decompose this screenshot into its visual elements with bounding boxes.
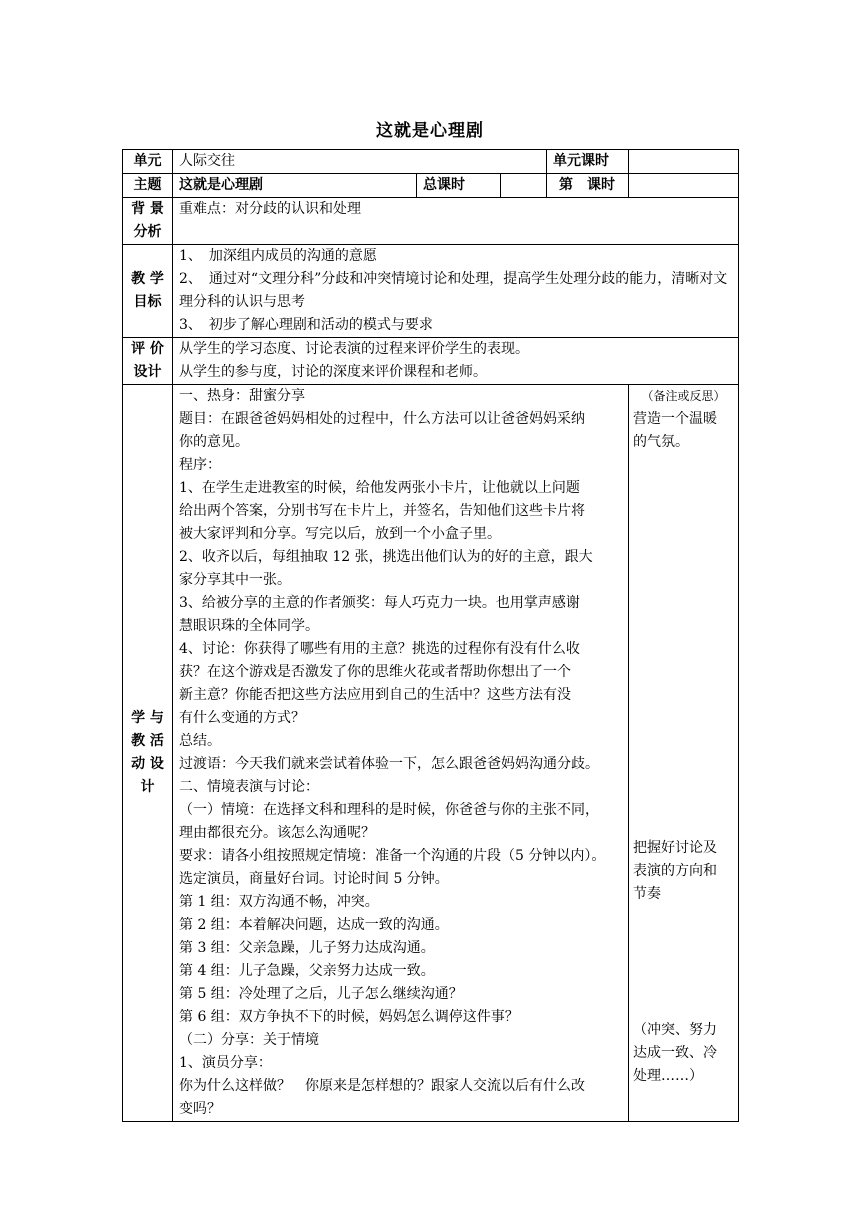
activity-label-line-1: 学 与 [131,710,164,726]
note-line: 表演的方向和 [633,863,717,879]
activity-line: 获？在这个游戏是否激发了你的思维火花或者帮助你想出了一个 [179,664,571,680]
note-block-rhythm [633,837,717,906]
activity-line: 你的意见。 [179,434,249,450]
note-line: 达成一致、冷 [633,1045,717,1061]
document-title: 这就是心理剧 [376,121,484,141]
goals-label-line-2: 目标 [133,294,162,310]
unit-value: 人际交往 [173,150,547,174]
activity-line: 题目：在跟爸爸妈妈相处的过程中，什么方法可以让爸爸妈妈采纳 [179,411,585,427]
activity-line: （二）分享：关于情境 [179,1032,319,1048]
activity-line: 第 2 组：本着解决问题，达成一致的沟通。 [179,917,449,933]
note-line: 处理……） [633,1068,703,1084]
activity-line: 新主意？你能否把这些方法应用到自己的生活中？这些方法有没 [179,687,571,703]
evaluation-text [173,338,739,385]
activity-line: 你为什么这样做？ 你原来是怎样想的？跟家人交流以后有什么改 [179,1078,585,1094]
activity-line: 1、在学生走进教室的时候，给他发两张小卡片，让他就以上问题 [179,480,580,496]
activity-label-line-3: 动 设 [131,756,164,772]
activity-line: 家分享其中一张。 [179,572,291,588]
background-label-line-1: 背 景 [131,201,164,217]
activity-line: 慧眼识珠的全体同学。 [179,618,319,634]
goals-text [173,245,739,338]
goals-label [123,245,173,338]
evaluation-label [123,338,173,385]
topic-value: 这就是心理剧 [173,174,417,198]
evaluation-label-line-2: 设计 [133,364,162,380]
note-line: （冲突、努力 [633,1022,717,1038]
evaluation-line: 从学生的参与度，讨论的深度来评价课程和老师。 [179,364,487,380]
goal-item: 1、 加深组内成员的沟通的意愿 [179,248,377,264]
row-activity [123,385,739,1122]
activity-line: 第 5 组：冷处理了之后，儿子怎么继续沟通？ [179,986,463,1002]
unit-hours-value [629,150,739,174]
activity-line: 被大家评判和分享。写完以后，放到一个小盒子里。 [179,526,501,542]
activity-line: 一、热身：甜蜜分享 [179,388,305,404]
note-block-scenarios [633,1019,717,1088]
activity-line: 1、演员分享： [179,1055,272,1071]
row-unit [123,150,739,174]
activity-line: 有什么变通的方式？ [179,710,305,726]
note-line: 把握好讨论及 [633,840,717,856]
activity-line: （一）情境：在选择文科和理科的是时候，你爸爸与你的主张不同， [179,802,599,818]
activity-label-line-4: 计 [140,779,155,795]
activity-line: 第 3 组：父亲急躁，儿子努力达成沟通。 [179,940,435,956]
note-line: 的气氛。 [633,434,689,450]
activity-line: 2、收齐以后，每组抽取 12 张，挑选出他们认为的好的主意，跟大 [179,549,593,565]
activity-line: 4、讨论：你获得了哪些有用的主意？挑选的过程你有没有什么收 [179,641,580,657]
activity-label-line-2: 教 活 [131,733,164,749]
nth-hours-value [629,174,739,198]
goals-label-line-1: 教 学 [131,271,164,287]
activity-line: 选定演员，商量好台词。讨论时间 5 分钟。 [179,871,449,887]
unit-hours-label: 单元课时 [547,150,629,174]
activity-notes [629,385,739,1122]
activity-line: 第 4 组：儿子急躁，父亲努力达成一致。 [179,963,435,979]
note-line: 营造一个温暖 [633,411,717,427]
total-hours-label: 总课时 [417,174,501,198]
total-hours-value [501,174,547,198]
background-label [123,198,173,245]
activity-line: 过渡语：今天我们就来尝试着体验一下，怎么跟爸爸妈妈沟通分歧。 [179,756,599,772]
notes-header: （备注或反思） [641,389,726,403]
activity-line: 程序： [179,457,221,473]
row-topic [123,174,739,198]
unit-label: 单元 [123,150,173,174]
activity-line: 第 6 组：双方争执不下的时候，妈妈怎么调停这件事？ [179,1009,519,1025]
activity-line: 二、情境表演与讨论： [179,779,319,795]
activity-label [123,385,173,1122]
nth-hours-label: 第 课时 [547,174,629,198]
evaluation-label-line-1: 评 价 [131,341,164,357]
activity-line: 第 1 组：双方沟通不畅，冲突。 [179,894,379,910]
goal-item: 3、 初步了解心理剧和活动的模式与要求 [179,317,433,333]
evaluation-line: 从学生的学习态度、讨论表演的过程来评价学生的表现。 [179,341,529,357]
activity-line: 变吗？ [179,1101,221,1117]
note-line: 节奏 [633,886,661,902]
background-label-line-2: 分析 [133,224,162,240]
row-background [123,198,739,245]
row-evaluation [123,338,739,385]
background-text: 重难点：对分歧的认识和处理 [173,198,739,245]
goal-item: 2、 通过对“文理分科”分歧和冲突情境讨论和处理，提高学生处理分歧的能力，清晰对文理分科的认识与思考 [179,271,728,310]
lesson-plan-table [122,149,739,1122]
activity-text [173,385,629,1122]
activity-line: 总结。 [179,733,221,749]
row-goals [123,245,739,338]
activity-line: 3、给被分享的主意的作者颁奖：每人巧克力一块。也用掌声感谢 [179,595,580,611]
activity-line: 给出两个答案，分别书写在卡片上，并签名，告知他们这些卡片将 [179,503,585,519]
topic-label: 主题 [123,174,173,198]
activity-line: 要求：请各小组按照规定情境：准备一个沟通的片段（5 分钟以内）。 [179,848,606,864]
activity-line: 理由都很充分。该怎么沟通呢？ [179,825,375,841]
